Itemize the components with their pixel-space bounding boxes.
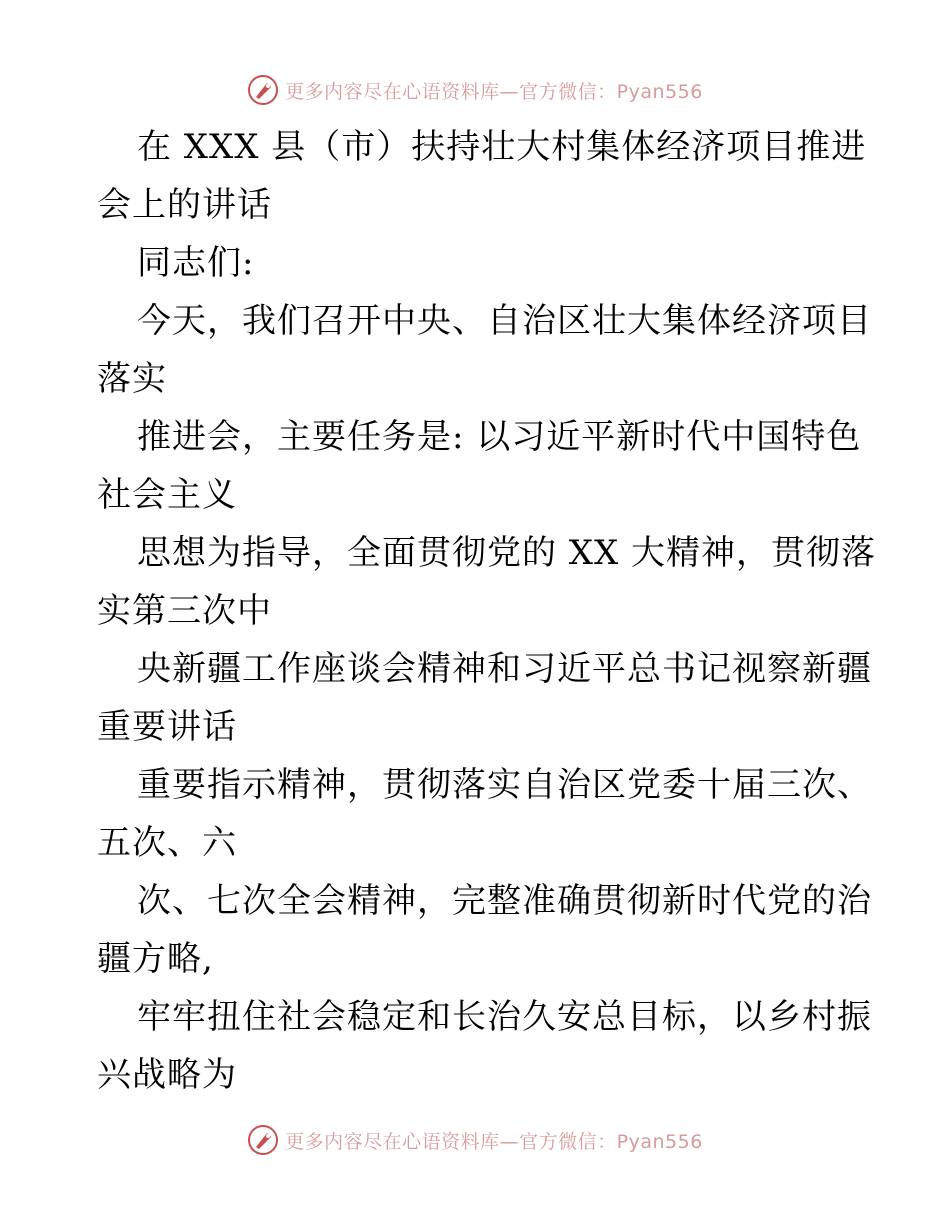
text-line: 落实 <box>97 359 167 399</box>
document-body <box>97 118 877 1104</box>
text-line: 重要指示精神，贯彻落实自治区党委十届三次、 <box>137 765 872 805</box>
pen-nib-logo-icon <box>247 74 279 106</box>
text-line: 疆方略, <box>97 939 214 979</box>
text-line: 同志们: <box>137 243 255 283</box>
text-line: 牢牢扭住社会稳定和长治久安总目标，以乡村振 <box>137 997 872 1037</box>
text-line: 会上的讲话 <box>97 185 272 225</box>
text-line: 五次、六 <box>97 823 237 863</box>
watermark-text: 更多内容尽在心语资料库—官方微信：Pyan556 <box>285 1130 703 1153</box>
text-line: 重要讲话 <box>97 707 237 747</box>
pen-nib-logo-icon <box>247 1124 279 1156</box>
text-line: 推进会，主要任务是: 以习近平新时代中国特色 <box>137 417 862 457</box>
text-line: 在 XXX 县（市）扶持壮大村集体经济项目推进 <box>137 127 867 167</box>
text-line: 次、七次全会精神，完整准确贯彻新时代党的治 <box>137 881 872 921</box>
text-line: 央新疆工作座谈会精神和习近平总书记视察新疆 <box>137 649 872 689</box>
text-line: 实第三次中 <box>97 591 272 631</box>
text-line: 兴战略为 <box>97 1055 237 1095</box>
text-line: 社会主义 <box>97 475 237 515</box>
header-watermark <box>0 70 950 110</box>
watermark-text: 更多内容尽在心语资料库—官方微信：Pyan556 <box>285 80 703 103</box>
text-line: 思想为指导，全面贯彻党的 XX 大精神，贯彻落 <box>137 533 877 573</box>
footer-watermark <box>0 1120 950 1160</box>
text-line: 今天，我们召开中央、自治区壮大集体经济项目 <box>137 301 872 341</box>
